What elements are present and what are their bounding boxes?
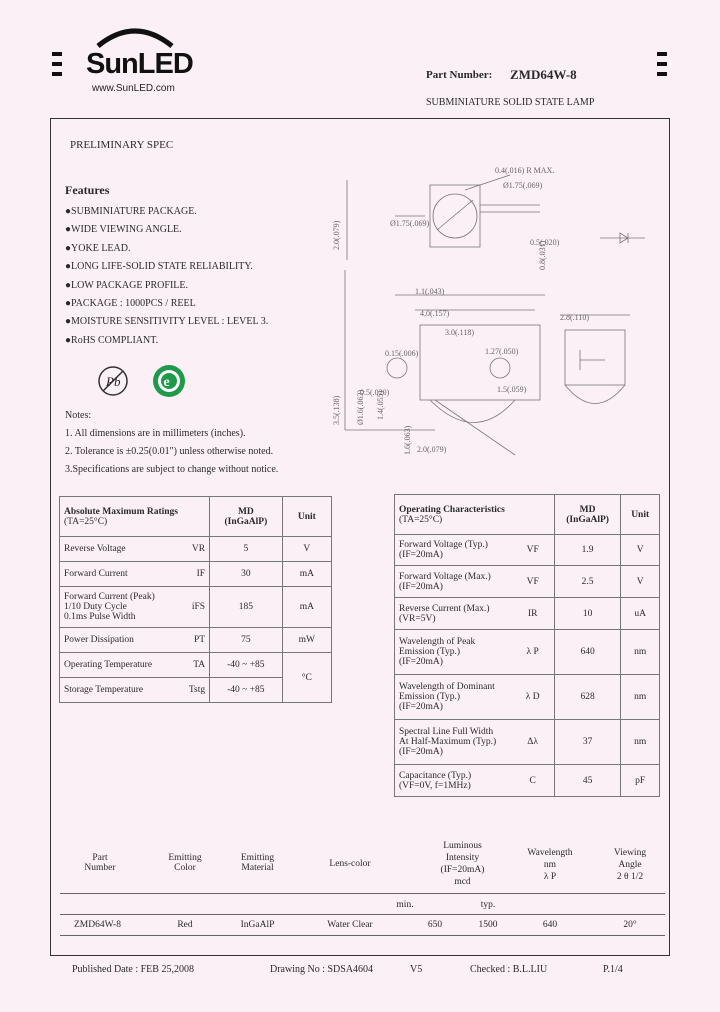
features-title: Features — [65, 183, 110, 197]
part-number: ZMD64W-8 — [510, 67, 577, 82]
drawing-dim: 0.5(.020) — [360, 388, 390, 397]
op-char-md-header: MD (InGaAlP) — [554, 495, 621, 535]
drawing-dim: 2.8(.110) — [560, 313, 590, 322]
logo-arc-icon — [90, 24, 180, 48]
summary-header-lens: Lens-color — [329, 859, 371, 869]
feature-item: ●MOISTURE SENSITIVITY LEVEL : LEVEL 3. — [65, 316, 269, 328]
summary-lens: Water Clear — [327, 920, 373, 930]
logo-bar-left-1 — [52, 52, 62, 56]
footer-published: Published Date : FEB 25,2008 — [72, 964, 194, 975]
note-item: 2. Tolerance is ±0.25(0.01") unless otherwise noted. — [65, 446, 274, 457]
drawing-dim: 2.0(.079) — [417, 445, 447, 454]
summary-min: 650 — [427, 920, 443, 930]
drawing-dim: 0.15(.006) — [385, 349, 419, 358]
drawing-dim: 1.27(.050) — [485, 347, 519, 356]
drawing-note: Ø1.75(.069) — [503, 181, 543, 190]
drawing-dim: 1.6(.063) — [403, 425, 412, 455]
summary-color: Red — [177, 920, 193, 930]
summary-typ: 1500 — [478, 920, 498, 930]
drawing-note: 0.4(.016) R MAX. — [495, 166, 555, 175]
rohs-text: e — [163, 375, 170, 390]
footer-version: V5 — [410, 964, 423, 975]
logo-bar-right-1 — [657, 52, 667, 56]
drawing-dim: 3.5(.138) — [332, 395, 341, 425]
notes-title: Notes: — [65, 410, 92, 421]
feature-item: ●WIDE VIEWING ANGLE. — [65, 224, 182, 236]
notes-block — [65, 407, 278, 479]
summary-wavelength: 640 — [542, 920, 558, 930]
drawing-dim: 3.0(.118) — [445, 328, 475, 337]
op-char-unit-header: Unit — [621, 495, 660, 535]
drawing-dim: 0.5(.020) — [530, 238, 560, 247]
summary-part: ZMD64W-8 — [74, 920, 121, 930]
table-row: Storage Temperature Tstg — [60, 678, 210, 703]
table-row: Spectral Line Full Width At Half-Maximum (Typ.) (IF=20mA) — [395, 720, 512, 765]
footer-page: P.1/4 — [603, 964, 623, 975]
feature-item: ●SUBMINIATURE PACKAGE. — [65, 206, 197, 217]
summary-angle: 20° — [623, 920, 637, 930]
rohs-icon — [150, 362, 188, 400]
logo-bar-right-2 — [657, 62, 667, 66]
table-row: Forward Voltage (Max.) (IF=20mA) — [395, 566, 512, 598]
table-row: Forward Voltage (Typ.) (IF=20mA) — [395, 535, 512, 566]
part-number-label: Part Number: — [426, 69, 493, 81]
summary-header-color: Emitting Color — [168, 853, 202, 873]
feature-item: ●RoHS COMPLIANT. — [65, 334, 159, 346]
drawing-dim: Ø1.75(.069) — [390, 219, 430, 228]
logo-bar-left-2 — [52, 62, 62, 66]
spec-status: PRELIMINARY SPEC — [70, 139, 174, 151]
feature-item: ●LONG LIFE-SOLID STATE RELIABILITY. — [65, 261, 253, 273]
table-row: Operating Temperature TA — [60, 653, 210, 678]
table-row: Capacitance (Typ.) (VF=0V, f=1MHz) — [395, 765, 512, 797]
drawing-dim: 4.0(.157) — [420, 309, 450, 318]
op-char-header: Operating Characteristics (TA=25°C) — [395, 495, 512, 535]
drawing-dim: 2.0(.079) — [332, 220, 341, 250]
product-title: SUBMINIATURE SOLID STATE LAMP — [426, 97, 595, 108]
abs-max-md-header: MD (InGaAlP) — [210, 497, 283, 537]
summary-divider — [60, 935, 665, 936]
feature-item: ●LOW PACKAGE PROFILE. — [65, 279, 188, 291]
website: www.SunLED.com — [92, 83, 175, 94]
feature-item: ●PACKAGE : 1000PCS / REEL — [65, 298, 196, 310]
drawing-dim: 1.5(.059) — [497, 385, 527, 394]
pb-free-icon — [96, 364, 130, 398]
table-row: Reverse Current (Max.) (VR=5V) — [395, 598, 512, 630]
summary-divider — [60, 914, 665, 915]
abs-max-table: Absolute Maximum Ratings (TA=25°C) MD (InGaAlP) Unit Reverse Voltage VR 5 V Forward Current IF 30 mA iFS Forward Current (Peak) 1/10 Duty Cycle 0.1ms Pulse Width 185 mA Power Dissipation PT 75 mW Operating Temperature TA -40 ~ +85 °C Storage Temperature Tstg -40 ~ +85 — [59, 496, 332, 703]
pb-text: Pb — [106, 374, 121, 389]
abs-max-unit-header: Unit — [282, 497, 331, 537]
summary-divider — [60, 893, 665, 894]
footer-checked: Checked : B.L.LIU — [470, 964, 548, 975]
summary-header-part: Part Number — [84, 853, 116, 873]
table-row: Wavelength of Peak Emission (Typ.) (IF=20mA) — [395, 630, 512, 675]
footer-drawing: Drawing No : SDSA4604 — [270, 964, 374, 975]
summary-header-intensity: Luminous Intensity (IF=20mA) mcd — [440, 841, 485, 887]
summary-header-wavelength: Wavelength nm λ P — [527, 848, 573, 882]
op-char-table: Operating Characteristics (TA=25°C) MD (InGaAlP) Unit Forward Voltage (Typ.) (IF=20mA) VF 1.9 V Forward Voltage (Max.) (IF=20mA) VF 2.5 V Reverse Current (Max.) (VR=5V) IR 10 uA Wavelength of Peak Emission (Typ.) (IF=20mA) λ P 640 nm Wavelength of Dominant Emission (Typ.) (IF=20mA) λ D 628 nm Spectral Line Full Width At Half-Maximum (Typ.) (IF=20mA) Δλ 37 nm Capacitance (Typ.) (VF=0V, f=1MHz) C 45 pF — [394, 494, 660, 797]
note-item: 1. All dimensions are in millimeters (inches). — [65, 428, 246, 439]
drawing-dim: 1.1(.043) — [415, 287, 445, 296]
drawing-dim: 0.8(.031) — [538, 240, 547, 270]
logo-bar-right-3 — [657, 72, 667, 76]
logo-text: SunLED — [86, 48, 193, 80]
note-item: 3.Specifications are subject to change without notice. — [65, 464, 279, 475]
summary-sub-min: min. — [396, 900, 414, 910]
summary-sub-typ: typ. — [480, 900, 496, 910]
drawing-dim: 1.4(.055) — [376, 390, 385, 420]
summary-header-material: Emitting Material — [240, 853, 275, 873]
table-row: Wavelength of Dominant Emission (Typ.) (IF=20mA) — [395, 675, 512, 720]
table-row: Power Dissipation PT — [60, 628, 210, 653]
table-row: Forward Current IF — [60, 562, 210, 587]
table-row: Reverse Voltage VR — [60, 537, 210, 562]
abs-max-header: Absolute Maximum Ratings (TA=25°C) — [60, 497, 210, 537]
table-row: iFS Forward Current (Peak) 1/10 Duty Cycle 0.1ms Pulse Width — [60, 587, 210, 628]
summary-table — [60, 840, 665, 940]
summary-material: InGaAlP — [240, 920, 275, 930]
drawing-dim: Ø1.6(.063) — [356, 389, 365, 425]
feature-item: ●YOKE LEAD. — [65, 242, 131, 254]
logo-bar-left-3 — [52, 72, 62, 76]
features-list — [65, 203, 268, 350]
summary-header-angle: Viewing Angle 2 θ 1/2 — [613, 848, 647, 882]
package-drawing — [325, 160, 655, 470]
